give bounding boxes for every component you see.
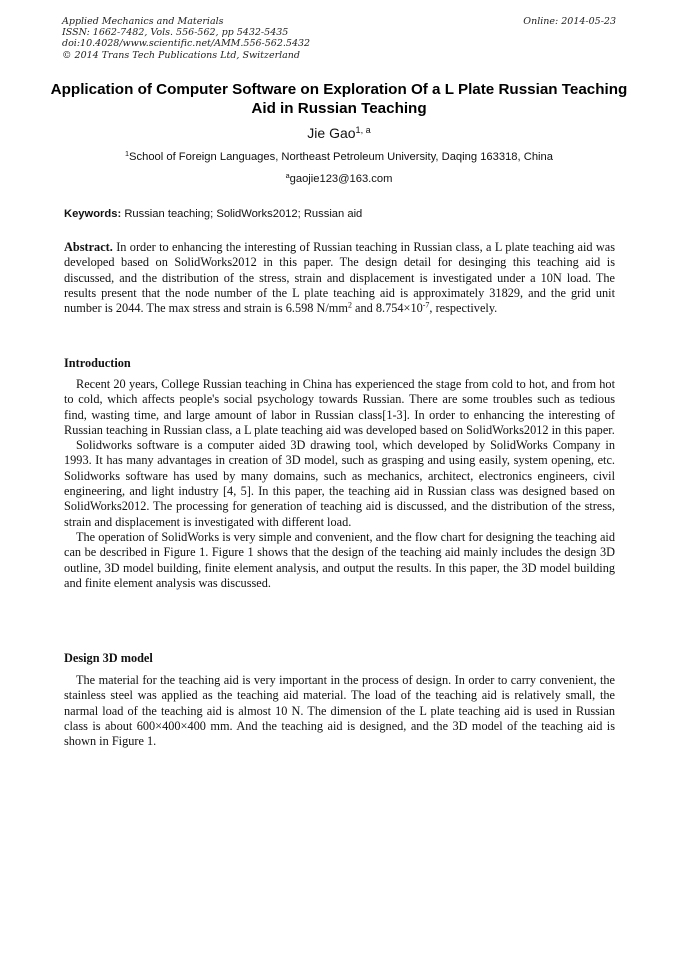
abstract — [64, 240, 615, 316]
author-marks: 1, a — [355, 125, 371, 135]
affiliation-mark: 1 — [125, 149, 130, 158]
paragraph: The material for the teaching aid is very important in the process of design. In order to carry convenient, the stainless steel was applied as the teaching aid material. The load of the teaching aid is relatively small, the narmal load of the teaching aid is almost 10 N. The dimension of the L plate teaching aid is used in Russian class is about 600×400×400 mm. And the teaching aid is designed, and the 3D model of the teaching aid is shown in Figure 1. — [64, 673, 615, 749]
email-address: gaojie123@163.com — [289, 173, 393, 185]
author-line — [40, 125, 638, 141]
keywords-label: Keywords: — [64, 208, 122, 220]
copyright-line: © 2014 Trans Tech Publications Ltd, Switzerland — [62, 49, 301, 61]
introduction-body — [64, 377, 615, 591]
doi-line: doi:10.4028/www.scientific.net/AMM.556-562.5432 — [62, 38, 311, 50]
affiliation-text: School of Foreign Languages, Northeast Petroleum University, Daqing 163318, China — [129, 151, 553, 163]
design-body — [64, 673, 615, 749]
online-date: Online: 2014-05-23 — [523, 16, 616, 27]
paragraph: The operation of SolidWorks is very simple and convenient, and the flow chart for designing the teaching aid can be described in Figure 1. Figure 1 shows that the design of the teaching aid mainly includes the design 3D outline, 3D model building, finite element analysis, and output the results. In this paper, the 3D model building and finite element analysis was discussed. — [64, 529, 615, 590]
abstract-end: , respectively. — [429, 301, 498, 316]
abstract-sup-exponent: -7 — [422, 300, 430, 310]
email-mark: a — [285, 171, 290, 180]
abstract-text: In order to enhancing the interesting of Russian teaching in Russian class, a L plate teaching aid was developed based on SolidWorks2012 in this paper. The design detail for desinging this teaching aid is discussed, and the distribution of the stress, strain and displacement is investigated under a 10N load. The results present that the node number of the L plate teaching aid is approximately 31829, and the grid unit number is 2044. The max stress and strain is 6.598 N/mm — [64, 240, 615, 316]
journal-name: Applied Mechanics and Materials — [62, 16, 224, 27]
abstract-sup-units: 2 — [347, 300, 352, 310]
author-name: Jie Gao — [307, 125, 356, 141]
paragraph: Solidworks software is a computer aided 3D drawing tool, which developed by SolidWorks Company in 1993. It has many advantages in creation of 3D model, such as grasping and using easily, system opening, etc. Solidworks software has used by many domains, such as mechanics, architect, electronics engineers, civil engineering, and light industry [4, 5]. In this paper, the teaching aid in Russian class was designed based on SolidWorks2012. The processing for generation of teaching aid is discussed, and the distribution of the stress, strain and displacement is investigated with different load. — [64, 438, 615, 529]
keywords-text: Russian teaching; SolidWorks2012; Russian aid — [124, 208, 363, 220]
paragraph: Recent 20 years, College Russian teaching in China has experienced the stage from cold to hot, and from hot to cold, which affects people's social psychology towards Russian. There are some troubles such as tedious find, wasting time, and large amount of labor in Russian class[1-3]. In order to enhancing the interesting of Russian teaching in Russian class, a L plate teaching aid was developed based on SolidWorks2012 in this paper. — [64, 377, 615, 437]
introduction-heading: Introduction — [64, 356, 131, 370]
abstract-label: Abstract. — [64, 240, 113, 254]
affiliation — [40, 150, 638, 164]
abstract-mid: and 8.754×10 — [351, 301, 423, 316]
author-email — [40, 172, 638, 186]
journal-header — [62, 16, 616, 61]
keywords — [64, 207, 616, 221]
design-heading: Design 3D model — [64, 651, 153, 665]
paper-title: Application of Computer Software on Exploration Of a L Plate Russian Teaching Aid in Russian Teaching — [50, 81, 628, 117]
issn-line: ISSN: 1662-7482, Vols. 556-562, pp 5432-5435 — [62, 27, 289, 39]
